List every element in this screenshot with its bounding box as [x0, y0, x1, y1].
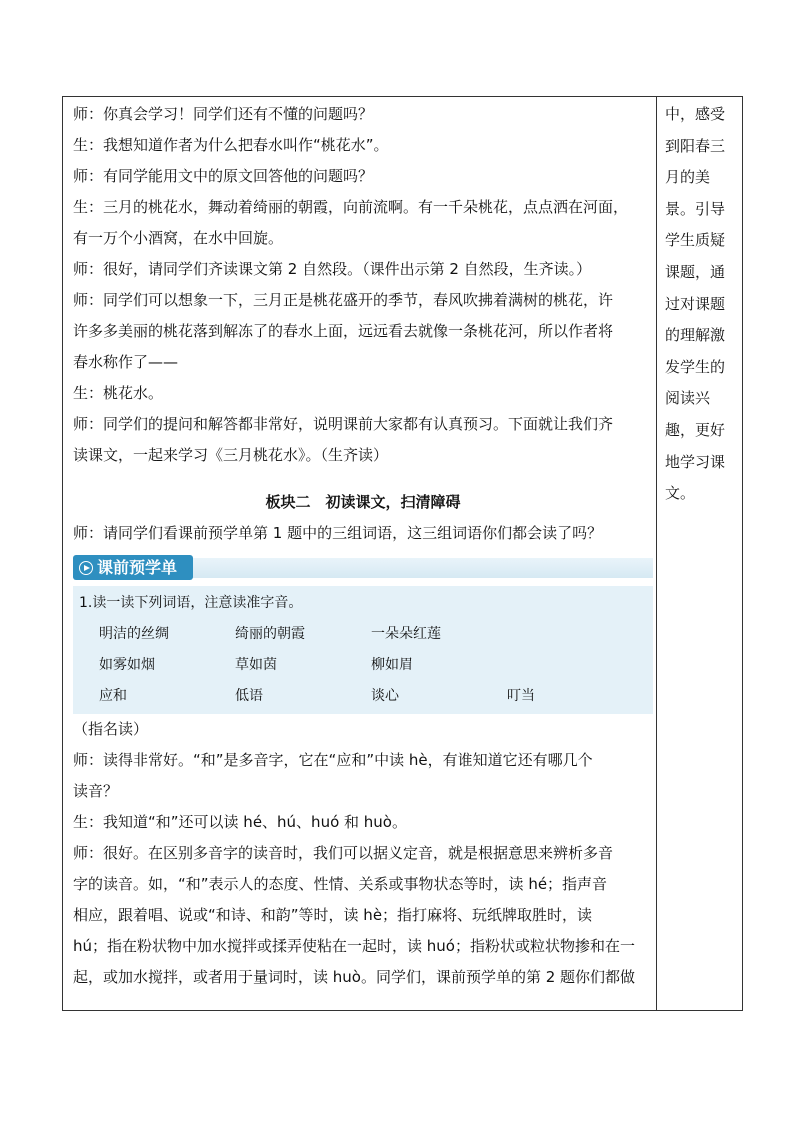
word: 叮当 — [507, 688, 535, 704]
side-note-line: 地学习课 — [665, 452, 726, 471]
lesson-table — [62, 96, 743, 1011]
word: 应和 — [99, 688, 127, 704]
side-note-line: 阅读兴 — [665, 389, 711, 408]
section-heading: 板块二 初读课文，扫清障碍 — [265, 493, 461, 511]
column-divider — [656, 97, 657, 1010]
text-line: 师：同学们的提问和解答都非常好，说明课前大家都有认真预习。下面就让我们齐 — [73, 415, 614, 433]
text-line: 许多多美丽的桃花落到解冻了的春水上面，远远看去就像一条桃花河，所以作者将 — [73, 322, 614, 340]
exercise-question: 1.读一读下列词语，注意读准字音。 — [79, 595, 303, 611]
side-note-line: 课题，通 — [665, 262, 726, 281]
word: 柳如眉 — [371, 657, 413, 673]
text-line: （指名读） — [73, 720, 149, 738]
side-note-line: 发学生的 — [665, 357, 726, 376]
text-line: 师：请同学们看课前预学单第 1 题中的三组词语，这三组词语你们都会读了吗？ — [73, 524, 603, 542]
side-note-line: 月的美 — [665, 168, 711, 187]
text-line: 师：读得非常好。“和”是多音字，它在“应和”中读 hè，有谁知道它还有哪几个 — [73, 751, 593, 769]
side-note-line: 到阳春三 — [665, 136, 726, 155]
text-line: 有一万个小酒窝，在水中回旋。 — [73, 229, 284, 247]
text-line: 生：我知道“和”还可以读 hé、hú、huó 和 huò。 — [73, 813, 407, 831]
word — [507, 619, 643, 650]
word: 绮丽的朝霞 — [235, 626, 305, 642]
word: 一朵朵红莲 — [371, 626, 441, 642]
side-note-line: 景。引导 — [665, 199, 726, 218]
text-line: 读课文，一起来学习《三月桃花水》。（生齐读） — [73, 446, 389, 464]
text-line: 师：你真会学习！同学们还有不懂的问题吗？ — [73, 105, 374, 123]
word — [507, 650, 643, 681]
word-row — [79, 650, 647, 681]
text-line: hú；指在粉状物中加水搅拌或揉弄使粘在一起时，读 huó；指粉状或粒状物掺和在一 — [73, 937, 635, 955]
text-line: 相应，跟着唱、说或“和诗、和韵”等时，读 hè；指打麻将、玩纸牌取胜时，读 — [73, 906, 593, 924]
side-note-line: 的理解激 — [665, 326, 726, 345]
dialogue-bottom — [73, 714, 653, 993]
word: 草如茵 — [235, 657, 277, 673]
text-line: 师：同学们可以想象一下，三月正是桃花盛开的季节，春风吹拂着满树的桃花，许 — [73, 291, 614, 309]
text-line: 春水称作了—— — [73, 353, 179, 371]
text-line: 师：有同学能用文中的原文回答他的问题吗？ — [73, 167, 374, 185]
preview-sheet-banner — [73, 555, 653, 580]
word: 如雾如烟 — [99, 657, 155, 673]
side-note-line: 文。 — [665, 484, 696, 503]
dialogue-top — [73, 99, 653, 471]
side-note-line: 中，感受 — [665, 105, 726, 123]
banner-label: 课前预学单 — [97, 558, 178, 577]
text-line: 起，或加水搅拌，或者用于量词时，读 huò。同学们，课前预学单的第 2 题你们都做 — [73, 968, 636, 986]
side-note-line: 学生质疑 — [665, 231, 726, 250]
main-column — [73, 99, 653, 993]
text-line: 字的读音。如，“和”表示人的态度、性情、关系或事物状态等时，读 hé；指声音 — [73, 875, 608, 893]
exercise-box — [73, 586, 653, 714]
text-line: 生：桃花水。 — [73, 384, 164, 402]
text-line: 读音？ — [73, 782, 119, 800]
text-line: 生：三月的桃花水，舞动着绮丽的朝霞，向前流啊。有一千朵桃花，点点洒在河面， — [73, 198, 629, 216]
word: 明洁的丝绸 — [99, 626, 169, 642]
text-line: 师：很好。在区别多音字的读音时，我们可以据义定音，就是根据意思来辨析多音 — [73, 844, 614, 862]
word-row — [79, 681, 647, 712]
word: 低语 — [235, 688, 263, 704]
banner-tag — [73, 555, 193, 580]
side-notes-column — [665, 99, 741, 510]
play-circle-icon — [79, 561, 93, 575]
word: 谈心 — [371, 688, 399, 704]
side-note-line: 过对课题 — [665, 294, 726, 313]
word-row — [79, 619, 647, 650]
text-line: 师：很好，请同学们齐读课文第 2 自然段。（课件出示第 2 自然段，生齐读。） — [73, 260, 592, 278]
side-note-line: 趣，更好 — [665, 420, 726, 439]
text-line: 生：我想知道作者为什么把春水叫作“桃花水”。 — [73, 136, 389, 154]
